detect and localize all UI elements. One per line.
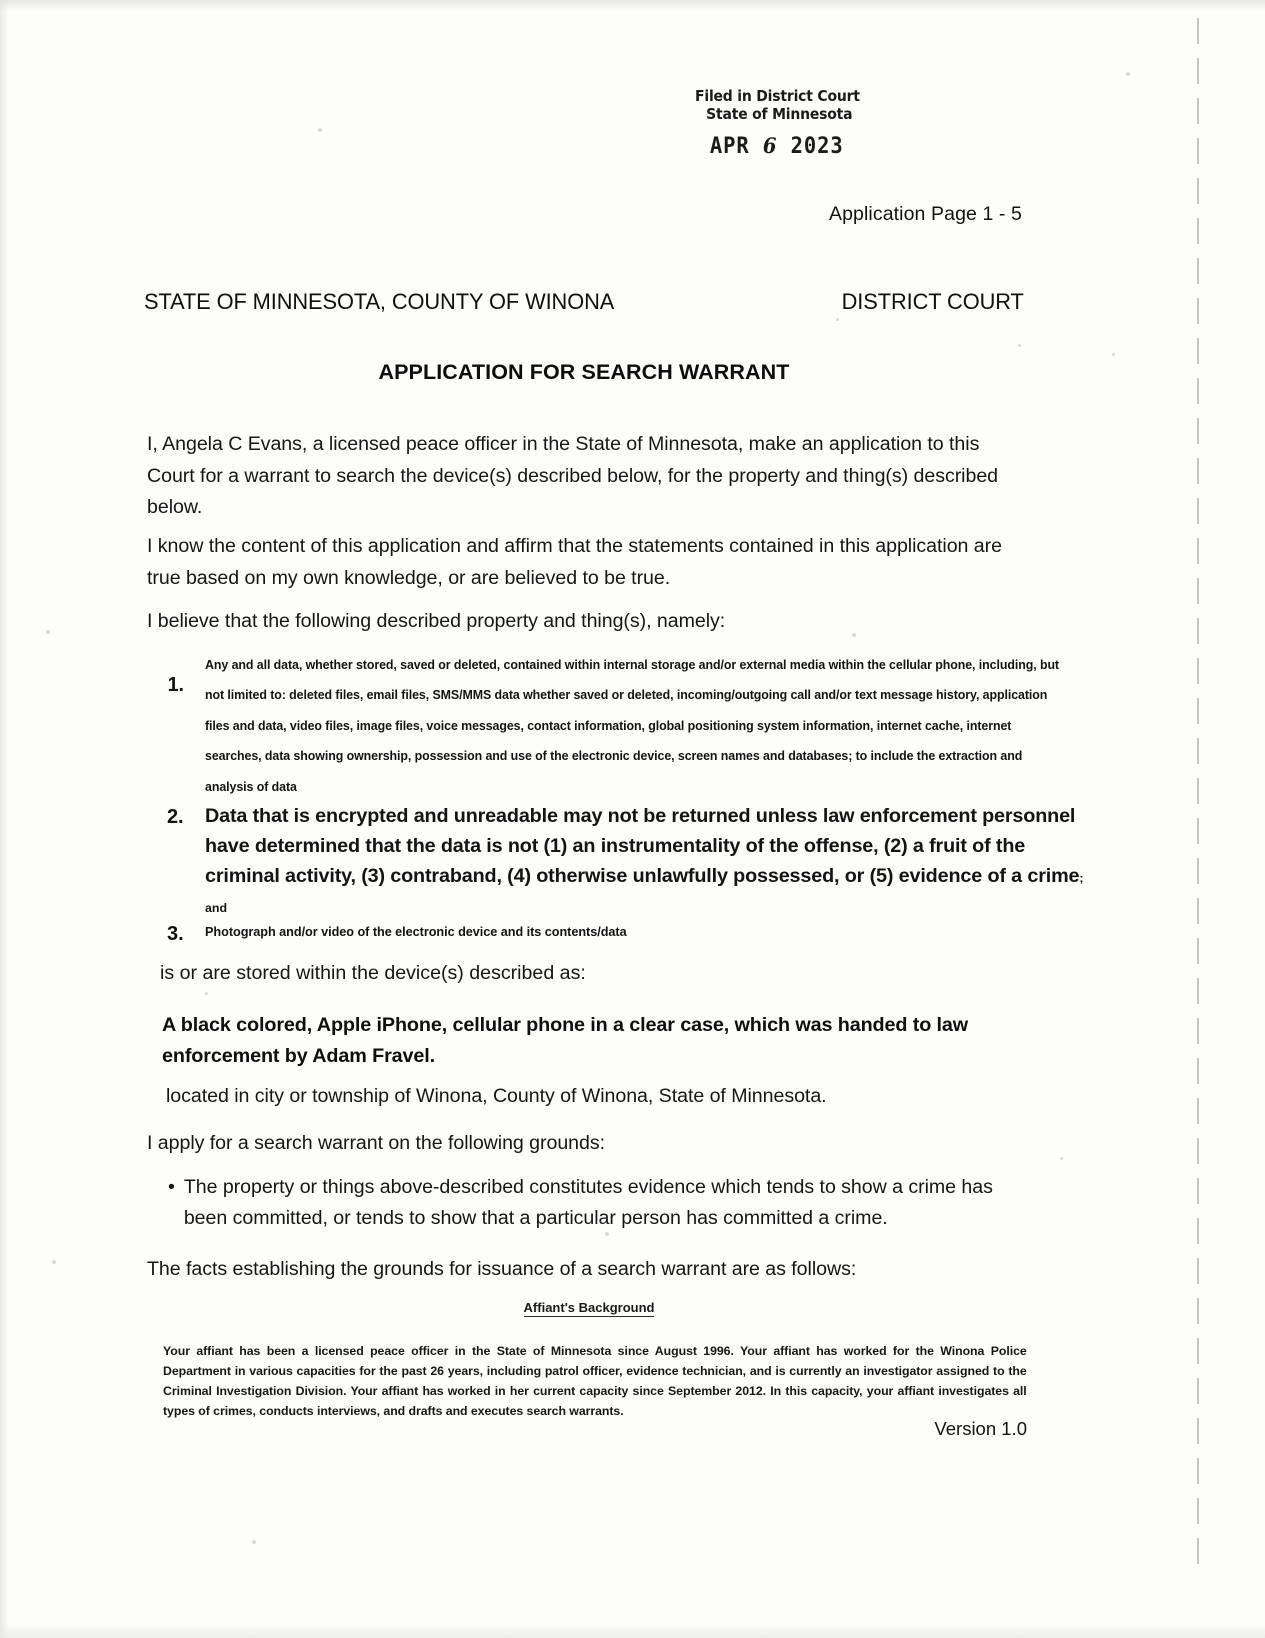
filing-stamp-line-2: State of Minnesota [706,104,853,123]
device-location-line: located in city or township of Winona, County of Winona, State of Minnesota. [166,1085,827,1107]
affiant-application-paragraph: I, Angela C Evans, a licensed peace officer in the State of Minnesota, make an application to this Court for a warrant to search the device(s) described below, for the property and thing(s) described below. [147,433,999,519]
property-intro-paragraph: I believe that the following described property and thing(s), namely: [147,610,726,632]
filing-stamp-day: 6 [762,133,778,159]
property-items-list [147,650,1089,945]
filing-stamp-month: APR [709,134,750,160]
application-page-label: Application Page 1 - 5 [829,203,1022,225]
property-item-2 [167,802,1089,922]
property-item-2-tail: ; and [205,871,1084,916]
filing-stamp-date [695,134,860,160]
property-item-1 [167,650,1076,802]
grounds-intro-line: I apply for a search warrant on the following grounds: [147,1132,606,1154]
affiant-background-heading: Affiant's Background [523,1300,655,1315]
affirmation-paragraph: I know the content of this application and affirm that the statements contained in this application are true based on my own knowledge, or are believed to be true. [147,535,1002,589]
property-item-1-text: Any and all data, whether stored, saved or deleted, contained within internal storage and/or external media within the cellular phone, including, but not limited to: deleted files, email files, SMS/MMS data whether saved or deleted, incoming/outgoing call and/or text message history, application files and data, video files, image files, voice messages, contact information, global positioning system information, internet cache, internet searches, data showing ownership, possession and use of the electronic device, screen names and databases; to include the extraction and analysis of data [205,658,1059,794]
property-item-2-number: 2. [167,806,184,829]
property-item-3-text: Photograph and/or video of the electronic device and its contents/data [205,924,627,939]
bullet-marker-icon: • [168,1176,175,1198]
affiant-background-paragraph: Your affiant has been a licensed peace officer in the State of Minnesota since August 1996. Your affiant has worked for the Winona Police Department in various capacities for the past 26 years, including patrol officer, evidence technician, and is currently an investigator assigned to the Criminal Investigation Division. Your affiant has worked in her current capacity since September 2012. In this capacity, your affiant investigates all types of crimes, conducts interviews, and drafts and executes search warrants. [163,1344,1027,1419]
document-title: APPLICATION FOR SEARCH WARRANT [378,360,790,384]
facts-establishing-grounds-line: The facts establishing the grounds for issuance of a search warrant are as follows: [147,1258,857,1280]
grounds-bullet-item [168,1172,1030,1235]
property-item-1-number: 1. [167,674,184,696]
filing-stamp-year: 2023 [790,134,844,160]
property-item-2-text: Data that is encrypted and unreadable may not be returned unless law enforcement personnel have determined that the data is not (1) an instrumentality of the offense, (2) a fruit of the criminal activity, (3) contraband, (4) otherwise unlawfully possessed, or (5) evidence of a crime [205,805,1080,888]
form-version-label: Version 1.0 [934,1418,1027,1439]
stored-within-device-line: is or are stored within the device(s) described as: [160,962,586,984]
case-caption [144,289,1024,315]
property-item-3 [167,922,1089,945]
device-description: A black colored, Apple iPhone, cellular phone in a clear case, which was handed to law enforcement by Adam Fravel. [162,1014,969,1067]
grounds-bullet-text: The property or things above-described constitutes evidence which tends to show a crime has been committed, or tends to show that a particular person has committed a crime. [183,1176,993,1230]
property-item-3-number: 3. [167,922,184,945]
court-filing-stamp [695,88,860,160]
caption-jurisdiction: STATE OF MINNESOTA, COUNTY OF WINONA [144,289,615,314]
caption-court: DISTRICT COURT [841,289,1024,314]
filing-stamp-line-1: Filed in District Court [695,87,860,105]
